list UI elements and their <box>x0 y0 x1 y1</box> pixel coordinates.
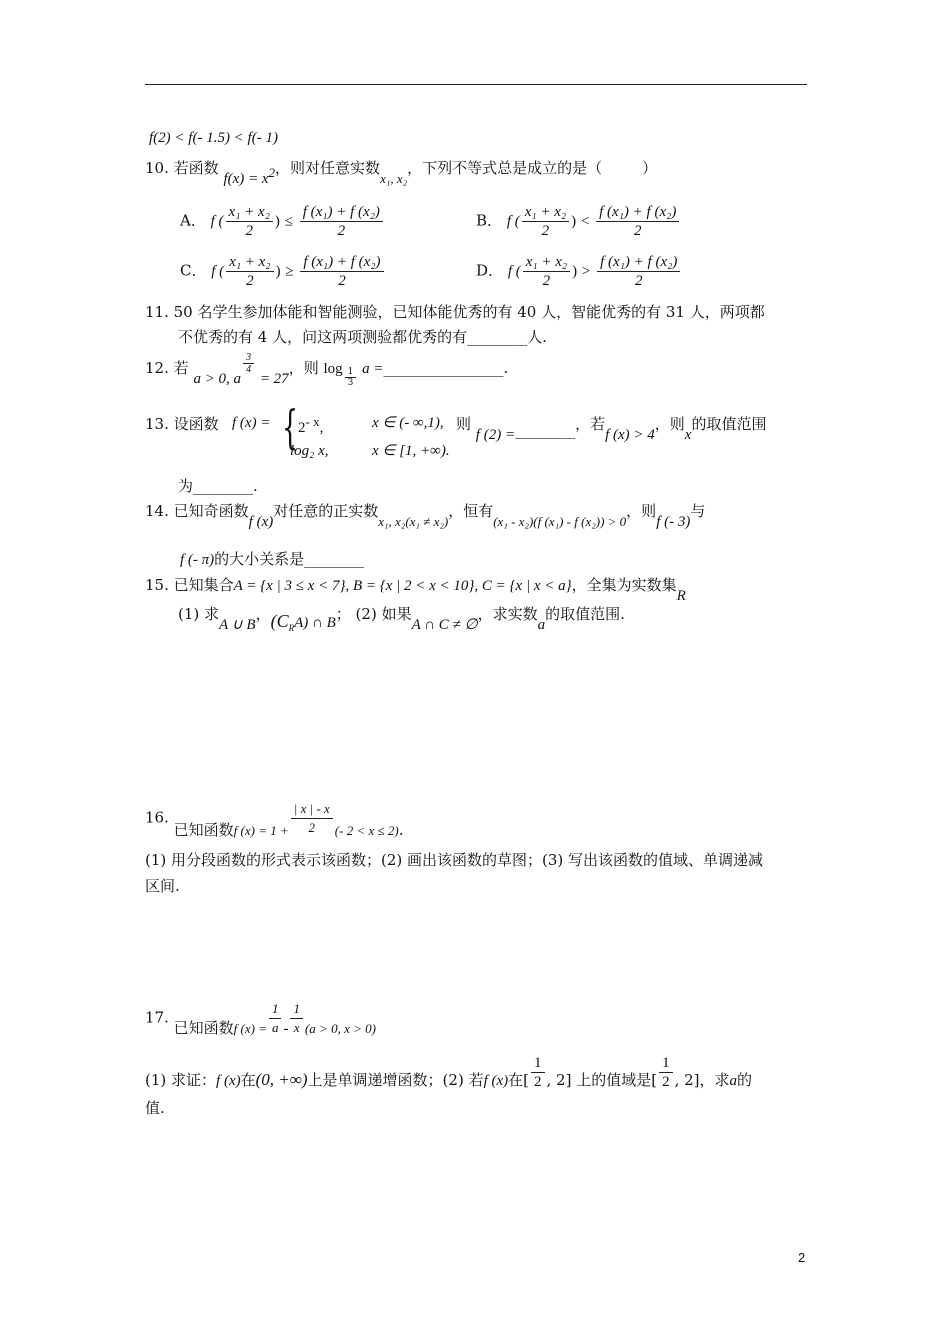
q16-line3: 区间. <box>145 877 180 895</box>
q17-line3: 值. <box>145 1099 165 1117</box>
q15-parts: (1) 求A ∪ B，$(C_RA)$ ∩ B； (2) 如果A ∩ C ≠ ∅，求实数a的取值范围. <box>178 605 625 633</box>
q10-option-d: D． f ( $\frac{\text{x₁ + x₂}}{2}$ ) > $\frac{\text{f (x₁) + f (x₂)}}{2}$ <box>476 253 682 290</box>
q13-case1: $2^{- x}$, <box>298 414 324 436</box>
question-17: 17. 已知函数f (x) = $\frac{1}{a}$ - $\frac{1}{x}$ (a > 0, x > 0) <box>145 1001 376 1037</box>
header-rule <box>145 84 807 85</box>
q13-case2: log₂ x, <box>290 443 329 459</box>
q13-piecewise: f (x) = <box>232 415 271 431</box>
q17-line2: (1) 求证：f (x)在(0, +∞)上是单调递增函数；(2) 若f (x)在[ $\frac{1}{2}$ , 2] 上的值域是[ $\frac{1}{2}$ , 2]，求a的 <box>145 1055 753 1090</box>
q10-function: $f(x) = x^2$ <box>223 165 276 187</box>
q13-line2: 为________. <box>178 477 258 495</box>
q10-option-c: C． f ( $\frac{\text{x₁ + x₂}}{2}$ ) ≥ $\frac{\text{f (x₁) + f (x₂)}}{2}$ <box>180 253 386 290</box>
page-number: 2 <box>798 1250 806 1265</box>
q13-case1-cond: x ∈ (- ∞,1), <box>372 415 444 431</box>
q16-line2: (1) 用分段函数的形式表示该函数；(2) 画出该函数的草图；(3) 写出该函数的值域、单调递减 <box>145 851 764 869</box>
q10-option-a: A． f ( $\frac{\text{x₁ + x₂}}{2}$ ) ≤ $\frac{\text{f (x₁) + f (x₂)}}{2}$ <box>180 203 385 240</box>
question-15: 15. 已知集合A = {x | 3 ≤ x < 7}, B = {x | 2 < x < 10}, C = {x | x < a}，全集为实数集R <box>145 576 686 604</box>
question-13: 13. 设函数 <box>145 415 219 433</box>
question-11-line2: 不优秀的有 4 人，问这两项测验都优秀的有________人. <box>178 328 547 346</box>
q14-line2: f (- π)的大小关系是________ <box>180 550 365 568</box>
question-14: 14. 已知奇函数f (x)对任意的正实数x₁, x₂(x₁ ≠ x₂)，恒有(x₁ - x₂)(f (x₁) - f (x₂)) > 0，则f (- 3)与 <box>145 502 706 530</box>
q9-answer-line: f(2) < f(- 1.5) < f(- 1) <box>149 130 278 146</box>
question-10: 10. 若函数 $f(x) = x^2$，则对任意实数x₁, x₂，下列不等式总是成立的是（ ） <box>145 159 658 187</box>
question-16: 16. 已知函数f (x) = 1 + $\frac{| x | - x}{2}$ (- 2 < x ≤ 2). <box>145 801 404 839</box>
question-12: 12. 若 a > 0, a $\frac{3}{4}$ = 27，则 log $\frac{1}{3}$ a =________________. <box>145 352 509 388</box>
q13-brace: { <box>282 400 299 454</box>
q10-option-b: B． f ( $\frac{\text{x₁ + x₂}}{2}$ ) < $\frac{\text{f (x₁) + f (x₂)}}{2}$ <box>476 203 681 240</box>
question-11: 11. 50 名学生参加体能和智能测验，已知体能优秀的有 40 人，智能优秀的有 31 人，两项都 <box>145 303 765 321</box>
q13-rest: 则 f (2) =________，若f (x) > 4，则x的取值范围 <box>456 415 767 443</box>
q13-case2-cond: x ∈ [1, +∞). <box>372 443 450 459</box>
